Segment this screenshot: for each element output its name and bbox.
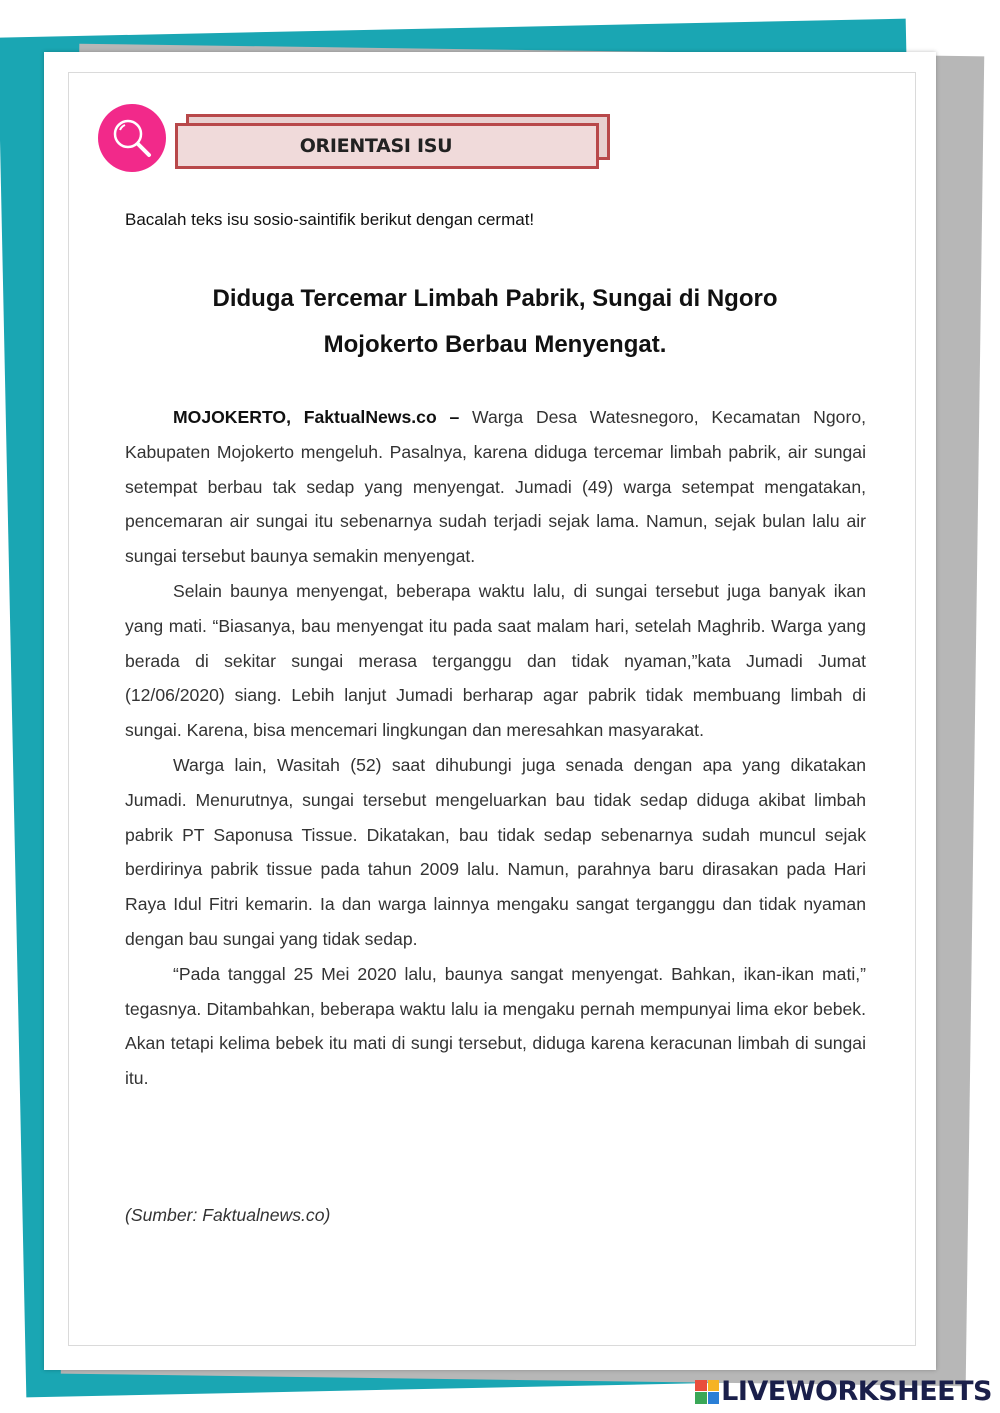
liveworksheets-logo-icon xyxy=(695,1380,719,1404)
magnifier-icon xyxy=(98,104,166,172)
article-source: (Sumber: Faktualnews.co) xyxy=(125,1205,331,1225)
watermark-text: LIVEWORKSHEETS xyxy=(721,1376,992,1407)
article-body xyxy=(125,400,866,1096)
article-paragraph-3: Warga lain, Wasitah (52) saat dihubungi juga senada dengan apa yang dikatakan Jumadi. Menurutnya, sungai tersebut mengeluarkan bau tidak sedap diduga akibat limbah pabrik PT Saponusa Tissue. Dikatakan, bau tidak sedap sebenarnya sudah muncul sejak berdirinya pabrik tissue pada tahun 2009 lalu. Namun, parahnya baru dirasakan pada Hari Raya Idul Fitri kemarin. Ia dan warga lainnya mengaku sangat terganggu dan tidak nyaman dengan bau sungai yang tidak sedap. xyxy=(125,754,866,949)
section-title: ORIENTASI ISU xyxy=(299,135,453,157)
article-title-line-2: Mojokerto Berbau Menyengat. xyxy=(323,331,667,358)
section-banner xyxy=(175,123,599,169)
article-lead: MOJOKERTO, FaktualNews.co – xyxy=(173,407,460,427)
article-paragraph-4: “Pada tanggal 25 Mei 2020 lalu, baunya sangat menyengat. Bahkan, ikan-ikan mati,” tegasnya. Ditambahkan, beberapa waktu lalu ia mengaku pernah mempunyai lima ekor bebek. Akan tetapi kelima bebek itu mati di sungi tersebut, diduga karena keracunan limbah di sungai itu. xyxy=(125,963,866,1089)
instruction-text: Bacalah teks isu sosio-saintifik berikut dengan cermat! xyxy=(125,210,535,229)
article-paragraph-2: Selain baunya menyengat, beberapa waktu lalu, di sungai tersebut juga banyak ikan yang mati. “Biasanya, bau menyengat itu pada saat malam hari, setelah Maghrib. Warga yang berada di sekitar sungai merasa terganggu dan tidak nyaman,”kata Jumadi Jumat (12/06/2020) siang. Lebih lanjut Jumadi berharap agar pabrik tidak membuang limbah di sungai. Karena, bisa mencemari lingkungan dan meresahkan masyarakat. xyxy=(125,580,866,741)
article-title-line-1: Diduga Tercemar Limbah Pabrik, Sungai di Ngoro xyxy=(212,285,778,312)
article-title xyxy=(130,276,860,368)
article-paragraph-1 xyxy=(125,400,866,574)
watermark xyxy=(695,1376,992,1407)
article-paragraph-1-text: Warga Desa Watesnegoro, Kecamatan Ngoro, Kabupaten Mojokerto mengeluh. Pasalnya, karena diduga tercemar limbah pabrik, air sungai setempat berbau tak sedap yang menyengat. Jumadi (49) warga setempat mengatakan, pencemaran air sungai itu sebenarnya sudah terjadi sejak lama. Namun, sejak bulan lalu air sungai tersebut baunya semakin menyengat. xyxy=(125,407,866,567)
